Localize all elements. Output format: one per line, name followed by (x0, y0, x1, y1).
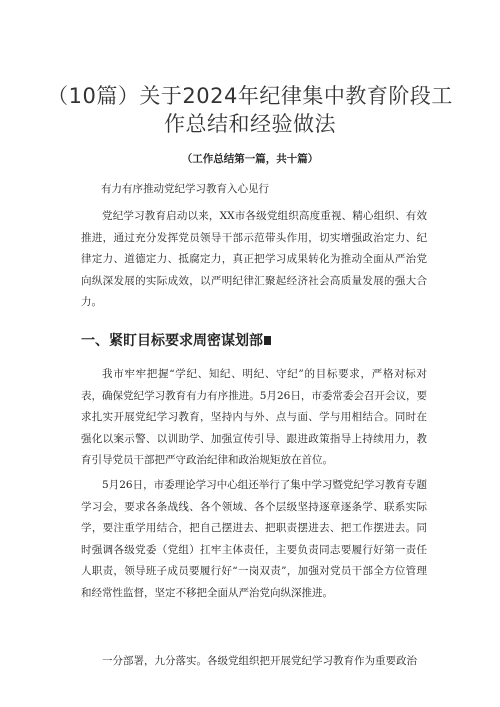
paragraph-intro: 党纪学习教育启动以来，XX市各级党组织高度重视、精心组织、有效推进，通过充分发挥党员领导干部示范带头作用，切实增强政治定力、纪律定力、道德定力、抵腐定力，真正把学习成果转化为推动全面从严治党向纵深发展的实际成效，以严明纪律汇聚起经济社会高质量发展的强大合力。 (81, 210, 427, 308)
lead-line: 有力有序推动党纪学习教育入心见行 (101, 183, 269, 195)
document-title: （10篇）关于2024年纪律集中教育阶段工作总结和经验做法 (47, 84, 453, 136)
paragraph-body-3: 一分部署，九分落实。各级党组织把开展党纪学习教育作为重要政治 (102, 655, 417, 667)
section-heading (81, 330, 271, 350)
section-heading-text: 一、紧盯目标要求周密谋划部 (81, 333, 263, 349)
paragraph-body-1: 我市牢牢把握“学纪、知纪、明纪、守纪”的目标要求，严格对标对表，确保党纪学习教育有力有序推进。5月26日，市委常委会召开会议，要求扎实开展党纪学习教育，坚持内与外、点与面、学与用相结合。同时在强化以案示警、以训助学、加强宣传引导、跟进政策指导上持续用力，教育引导党员干部把严守政治纪律和政治规矩放在首位。 (81, 368, 427, 466)
square-bullet-icon (264, 336, 271, 345)
document-subtitle: （工作总结第一篇，共十篇） (181, 153, 319, 165)
paragraph-body-2: 5月26日，市委理论学习中心组还举行了集中学习暨党纪学习教育专题学习会，要求各条战线、各个领域、各个层级坚持逐章逐条学、联系实际学，要注重学用结合，把自己摆进去、把职责摆进去、把工作摆进去。同时强调各级党委（党组）扛牢主体责任，主要负责同志要履行好第一责任人职责，领导班子成员要履行好“一岗双责”，加强对党员干部全方位管理和经常性监督，坚定不移把全面从严治党向纵深推进。 (81, 479, 427, 599)
